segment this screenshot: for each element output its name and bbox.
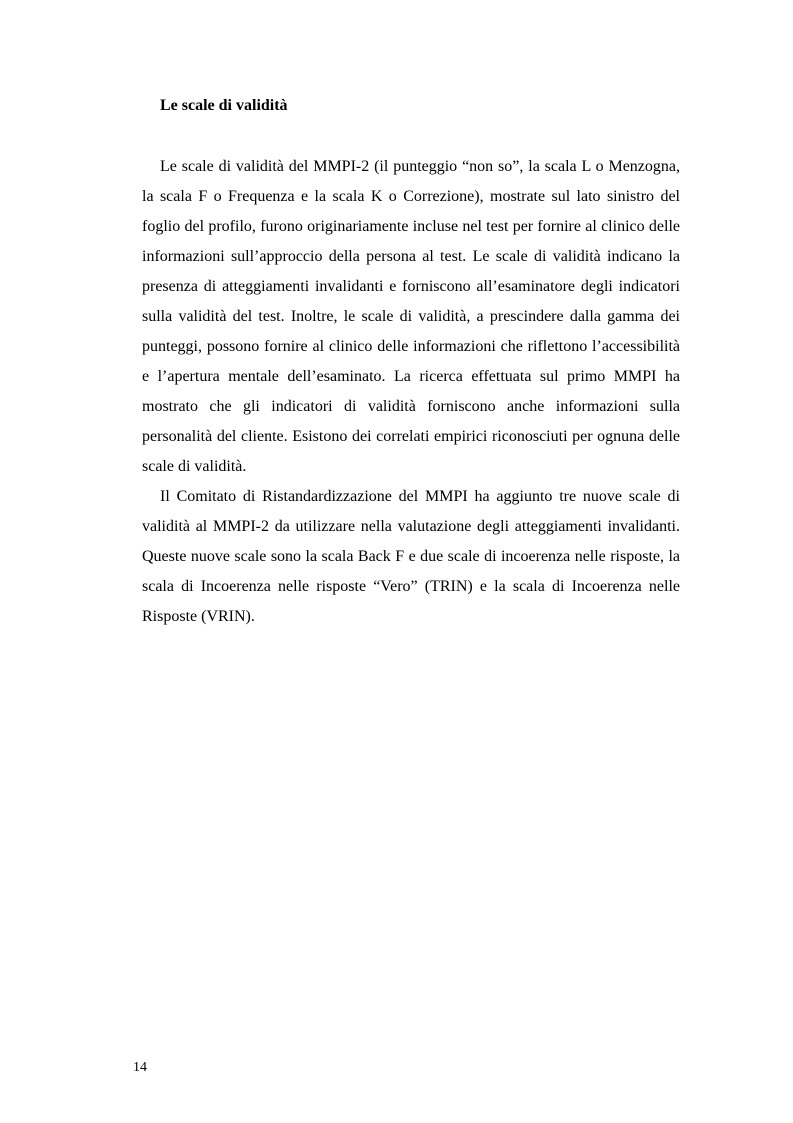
paragraph: Le scale di validità del MMPI-2 (il punteggio “non so”, la scala L o Menzogna, la scala F o Frequenza e la scala K o Correzione), mostrate sul lato sinistro del foglio del profilo, furono originariamente incluse nel test per fornire al clinico delle informazioni sull’approccio della persona al test. Le scale di validità indicano la presenza di atteggiamenti invalidanti e forniscono all’esaminatore degli indicatori sulla validità del test. Inoltre, le scale di validità, a prescindere dalla gamma dei punteggi, possono fornire al clinico delle informazioni che riflettono l’accessibilità e l’apertura mentale dell’esaminato. La ricerca effettuata sul primo MMPI ha mostrato che gli indicatori di validità forniscono anche informazioni sulla personalità del cliente. Esistono dei correlati empirici riconosciuti per ognuna delle scale di validità.	[142, 158, 680, 475]
paragraph: Il Comitato di Ristandardizzazione del MMPI ha aggiunto tre nuove scale di validità al MMPI-2 da utilizzare nella valutazione degli atteggiamenti invalidanti. Queste nuove scale sono la scala Back F e due scale di incoerenza nelle risposte, la scala di Incoerenza nelle risposte “Vero” (TRIN) e la scala di Incoerenza nelle Risposte (VRIN).	[142, 488, 680, 625]
body-text	[142, 152, 680, 632]
page-number: 14	[133, 1060, 147, 1075]
section-heading: Le scale di validità	[160, 97, 288, 114]
